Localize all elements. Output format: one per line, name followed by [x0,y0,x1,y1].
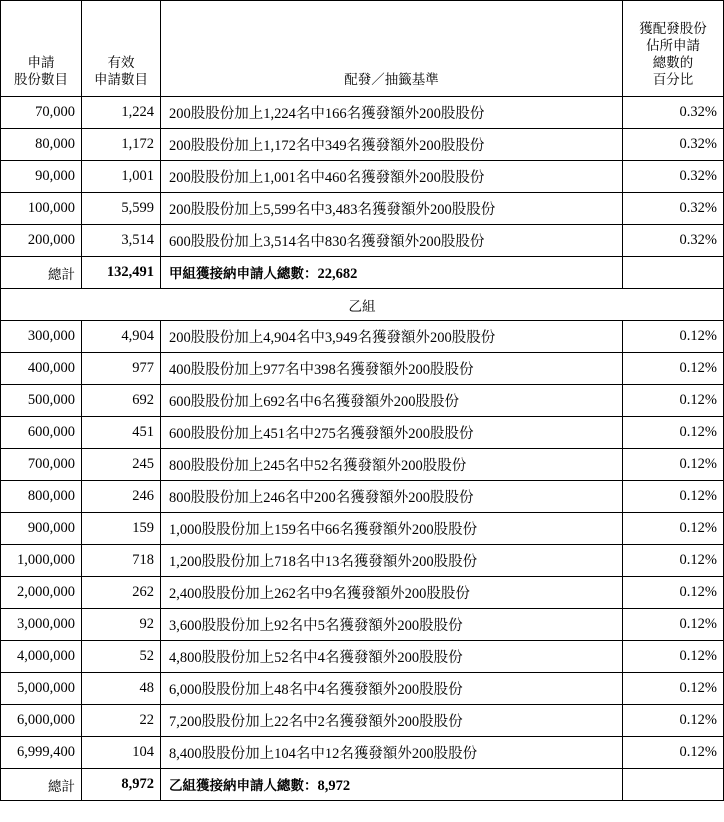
table-row [1,129,724,161]
total-applications-value: 8,972 [82,769,161,801]
allocation-basis-cell: 4,800股股份加上52名中4名獲發額外200股股份 [161,641,623,673]
allocation-basis-cell: 200股股份加上4,904名中3,949名獲發額外200股股份 [161,321,623,353]
allocation-basis-cell: 3,600股股份加上92名中5名獲發額外200股股份 [161,609,623,641]
shares-applied-cell: 2,000,000 [1,577,82,609]
allocation-basis-cell: 8,400股股份加上104名中12名獲發額外200股股份 [161,737,623,769]
allocation-percentage-cell: 0.12% [623,609,724,641]
allocation-basis-cell: 2,400股股份加上262名中9名獲發額外200股股份 [161,577,623,609]
table-row [1,577,724,609]
shares-applied-cell: 70,000 [1,97,82,129]
successful-applicants-value: 8,972 [317,778,351,794]
allocation-basis-cell: 6,000股股份加上48名中4名獲發額外200股股份 [161,673,623,705]
allocation-percentage-cell: 0.12% [623,353,724,385]
allocation-basis-cell: 200股股份加上1,001名中460名獲發額外200股股份 [161,161,623,193]
allocation-basis-cell: 200股股份加上1,172名中349名獲發額外200股股份 [161,129,623,161]
empty-cell [623,769,724,801]
valid-applications-cell: 5,599 [82,193,161,225]
valid-applications-cell: 246 [82,481,161,513]
allocation-basis-cell: 7,200股股份加上22名中2名獲發額外200股股份 [161,705,623,737]
header-row [1,1,724,97]
successful-applicants-total [161,257,623,289]
shares-applied-cell: 100,000 [1,193,82,225]
group-b-header-row [1,289,724,321]
table-row [1,705,724,737]
shares-applied-cell: 6,999,400 [1,737,82,769]
successful-applicants-value: 22,682 [317,266,358,282]
group-b-title: 乙組 [1,289,724,321]
valid-applications-cell: 48 [82,673,161,705]
valid-applications-cell: 1,001 [82,161,161,193]
allocation-percentage-cell: 0.32% [623,161,724,193]
shares-applied-cell: 4,000,000 [1,641,82,673]
allocation-percentage-cell: 0.12% [623,449,724,481]
valid-applications-cell: 1,172 [82,129,161,161]
header-shares-applied: 申請 股份數目 [1,1,82,97]
empty-cell [623,257,724,289]
valid-applications-cell: 718 [82,545,161,577]
allocation-percentage-cell: 0.12% [623,417,724,449]
allocation-basis-cell: 400股股份加上977名中398名獲發額外200股股份 [161,353,623,385]
valid-applications-cell: 159 [82,513,161,545]
table-row [1,481,724,513]
shares-applied-cell: 800,000 [1,481,82,513]
header-allocation-percentage: 獲配發股份 佔所申請 總數的 百分比 [623,1,724,97]
allocation-percentage-cell: 0.12% [623,545,724,577]
allocation-percentage-cell: 0.12% [623,513,724,545]
table-row [1,545,724,577]
allocation-percentage-cell: 0.12% [623,321,724,353]
shares-applied-cell: 900,000 [1,513,82,545]
allocation-basis-cell: 200股股份加上1,224名中166名獲發額外200股股份 [161,97,623,129]
table-row [1,353,724,385]
successful-applicants-label: 甲組獲接納申請人總數： [169,266,318,282]
valid-applications-cell: 977 [82,353,161,385]
valid-applications-cell: 104 [82,737,161,769]
total-label: 總計 [1,257,82,289]
table-row [1,609,724,641]
allocation-basis-cell: 600股股份加上451名中275名獲發額外200股股份 [161,417,623,449]
header-allocation-basis: 配發／抽籤基準 [161,1,623,97]
total-row [1,257,724,289]
allocation-percentage-cell: 0.12% [623,673,724,705]
valid-applications-cell: 1,224 [82,97,161,129]
table-row [1,97,724,129]
shares-applied-cell: 300,000 [1,321,82,353]
allocation-basis-cell: 800股股份加上245名中52名獲發額外200股股份 [161,449,623,481]
shares-applied-cell: 3,000,000 [1,609,82,641]
total-label: 總計 [1,769,82,801]
table-row [1,641,724,673]
valid-applications-cell: 4,904 [82,321,161,353]
shares-applied-cell: 6,000,000 [1,705,82,737]
allocation-percentage-cell: 0.32% [623,193,724,225]
successful-applicants-label: 乙組獲接納申請人總數： [169,778,318,794]
shares-applied-cell: 500,000 [1,385,82,417]
table-row [1,449,724,481]
shares-applied-cell: 90,000 [1,161,82,193]
table-row [1,417,724,449]
successful-applicants-total [161,769,623,801]
allocation-percentage-cell: 0.32% [623,225,724,257]
valid-applications-cell: 262 [82,577,161,609]
table-row [1,193,724,225]
total-applications-value: 132,491 [82,257,161,289]
shares-applied-cell: 700,000 [1,449,82,481]
allocation-percentage-cell: 0.12% [623,641,724,673]
table-row [1,321,724,353]
allocation-basis-cell: 1,200股股份加上718名中13名獲發額外200股股份 [161,545,623,577]
valid-applications-cell: 52 [82,641,161,673]
table-row [1,385,724,417]
allocation-percentage-cell: 0.12% [623,385,724,417]
allocation-percentage-cell: 0.32% [623,97,724,129]
shares-applied-cell: 1,000,000 [1,545,82,577]
total-row [1,769,724,801]
shares-applied-cell: 200,000 [1,225,82,257]
table-row [1,161,724,193]
allocation-basis-cell: 200股股份加上5,599名中3,483名獲發額外200股股份 [161,193,623,225]
allocation-percentage-cell: 0.12% [623,705,724,737]
shares-applied-cell: 5,000,000 [1,673,82,705]
shares-applied-cell: 80,000 [1,129,82,161]
allocation-basis-cell: 800股股份加上246名中200名獲發額外200股股份 [161,481,623,513]
valid-applications-cell: 451 [82,417,161,449]
allocation-percentage-cell: 0.32% [623,129,724,161]
allocation-basis-cell: 600股股份加上3,514名中830名獲發額外200股股份 [161,225,623,257]
allocation-percentage-cell: 0.12% [623,737,724,769]
table-row [1,513,724,545]
header-valid-applications: 有效 申請數目 [82,1,161,97]
valid-applications-cell: 3,514 [82,225,161,257]
valid-applications-cell: 22 [82,705,161,737]
allocation-percentage-cell: 0.12% [623,481,724,513]
table-row [1,225,724,257]
valid-applications-cell: 692 [82,385,161,417]
shares-applied-cell: 400,000 [1,353,82,385]
allocation-basis-cell: 1,000股股份加上159名中66名獲發額外200股股份 [161,513,623,545]
shares-applied-cell: 600,000 [1,417,82,449]
valid-applications-cell: 92 [82,609,161,641]
table-row [1,737,724,769]
valid-applications-cell: 245 [82,449,161,481]
allocation-percentage-cell: 0.12% [623,577,724,609]
table-row [1,673,724,705]
allocation-basis-cell: 600股股份加上692名中6名獲發額外200股股份 [161,385,623,417]
